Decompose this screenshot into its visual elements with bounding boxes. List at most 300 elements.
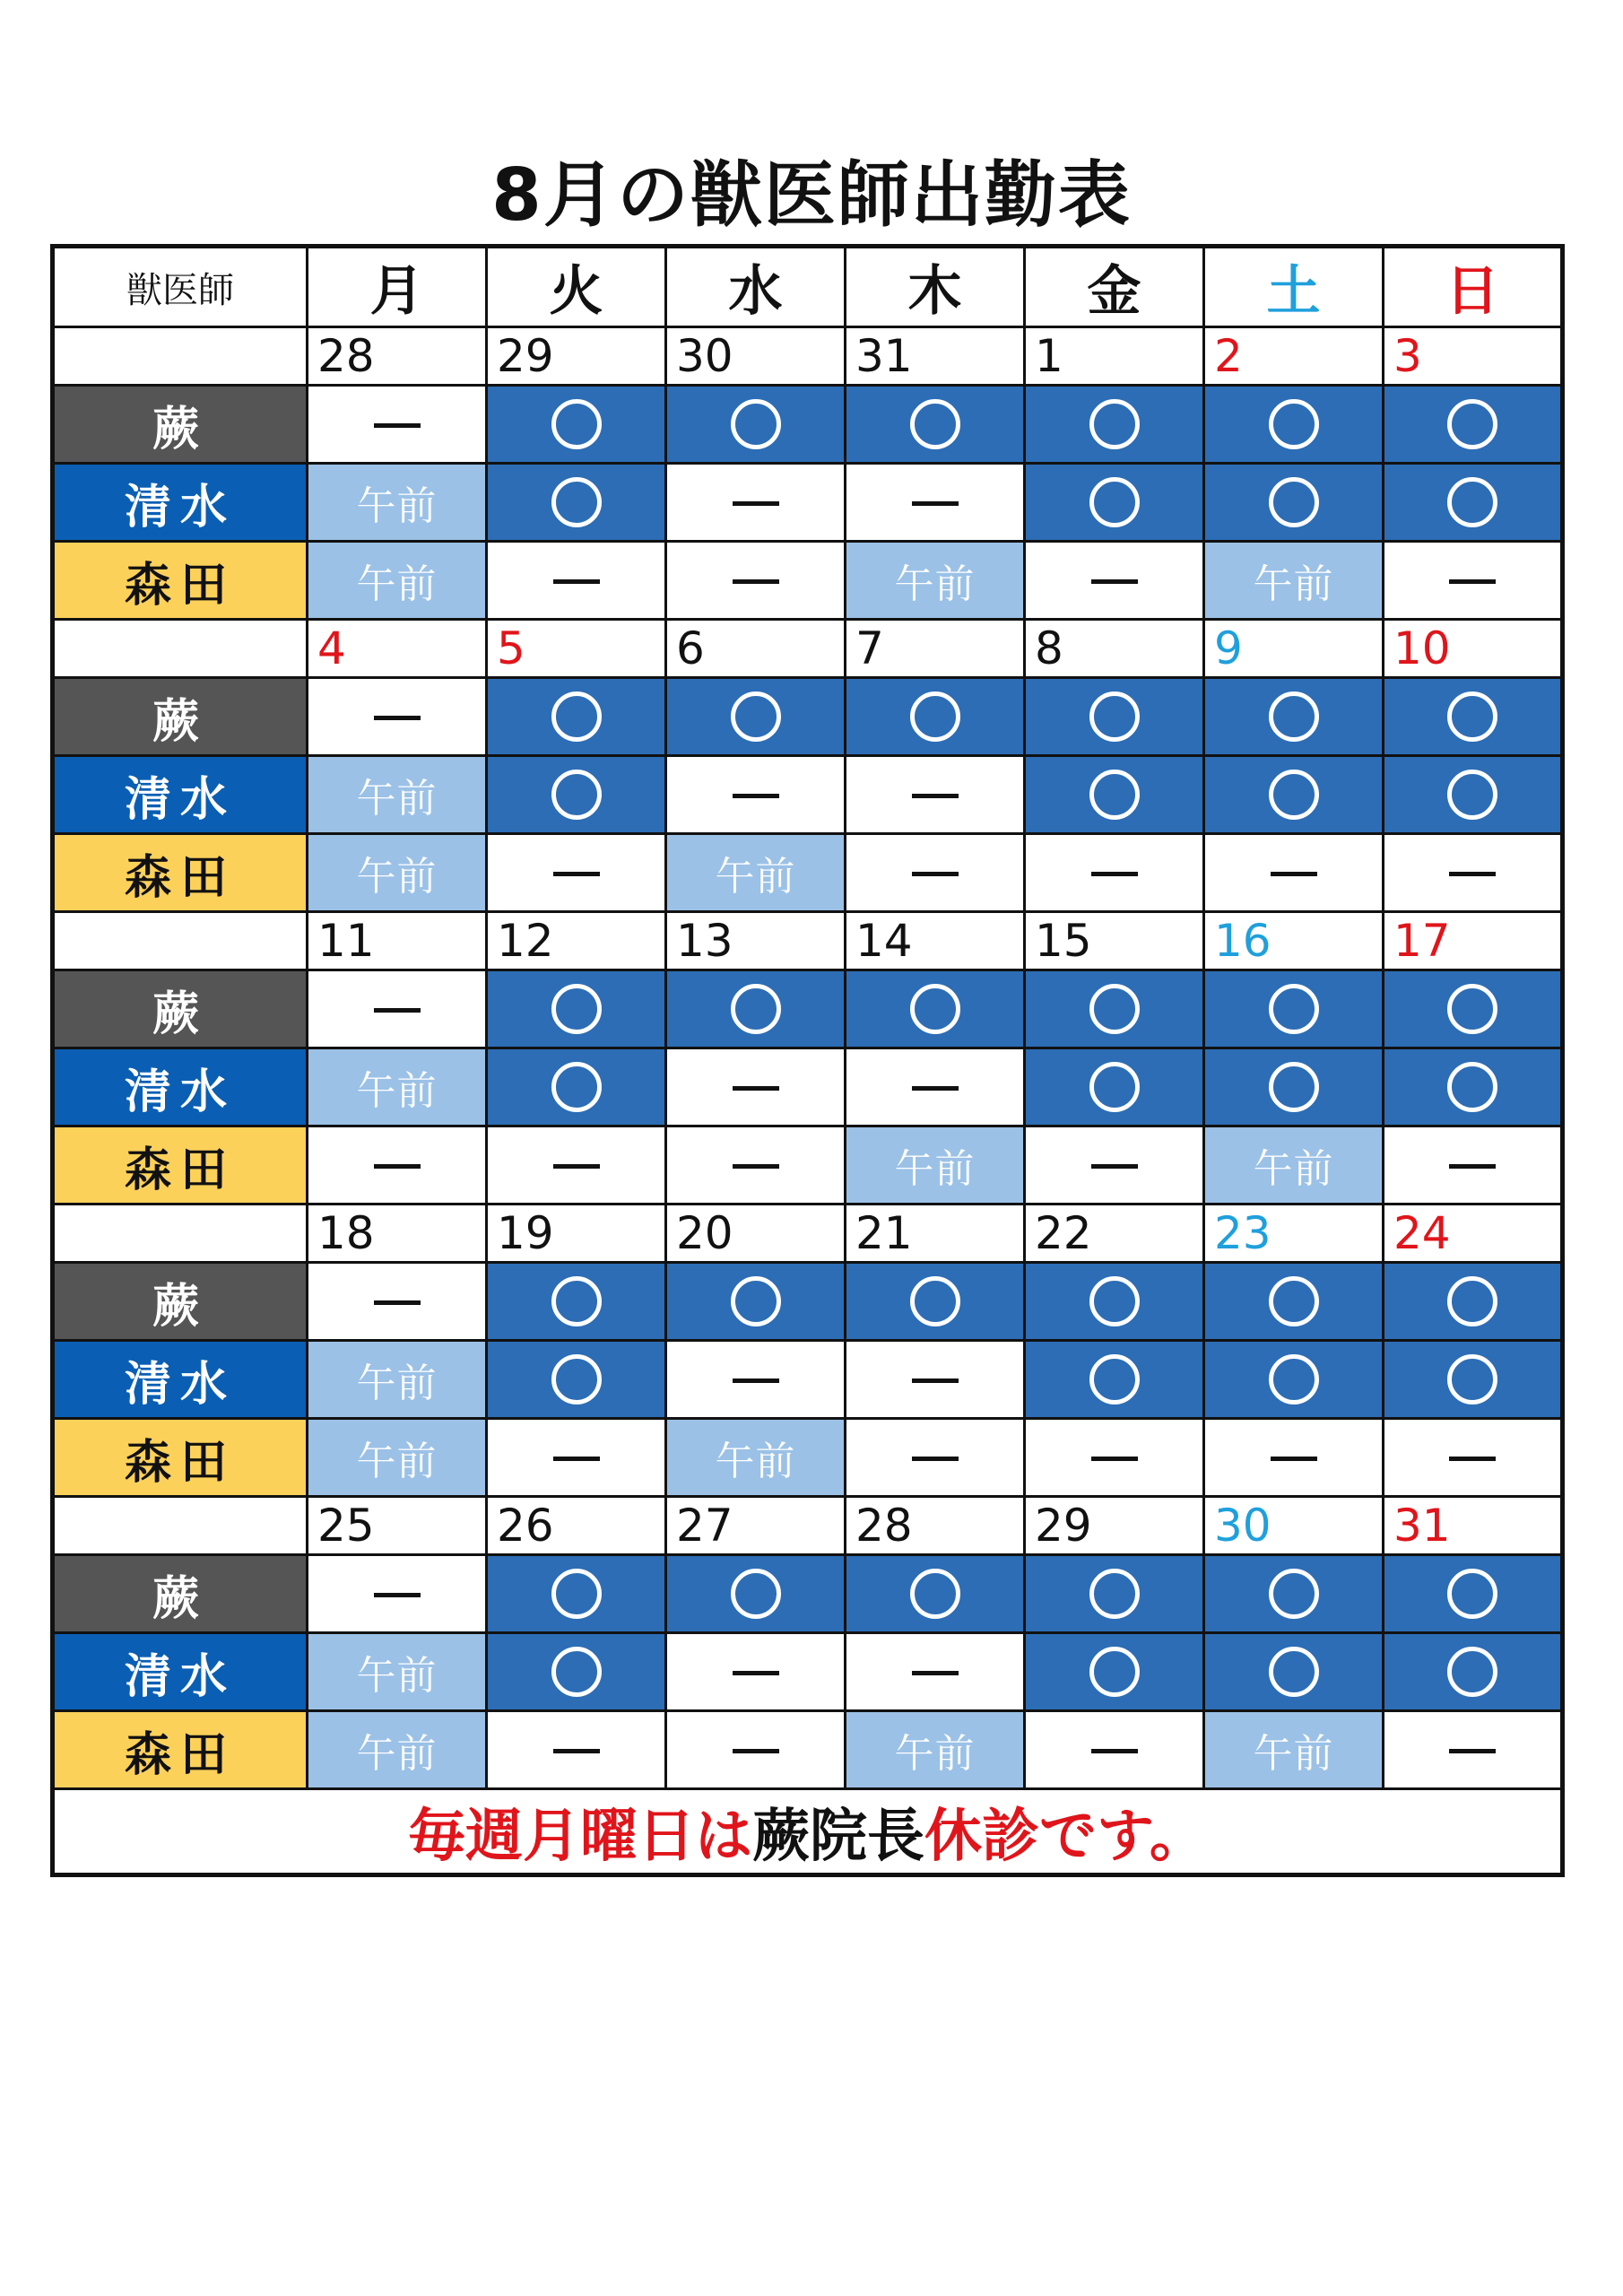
shift-cell [1384, 542, 1563, 620]
vet-row-morita [53, 542, 1563, 620]
shift-cell [1204, 970, 1384, 1048]
shift-cell [1025, 1126, 1204, 1205]
date-cell: 28 [846, 1497, 1025, 1555]
circle-icon [551, 691, 602, 742]
morning-only-label: 午前 [356, 483, 438, 529]
weekday-header: 火 [487, 247, 666, 327]
shift-cell [1025, 1048, 1204, 1126]
shift-cell [1384, 1633, 1563, 1711]
shift-cell [1025, 1419, 1204, 1497]
date-cell: 19 [487, 1205, 666, 1263]
date-cell: 23 [1204, 1205, 1384, 1263]
vet-row-morita [53, 834, 1563, 912]
shift-cell [1025, 756, 1204, 834]
date-cell: 22 [1025, 1205, 1204, 1263]
vet-name: 蕨 [53, 1555, 308, 1633]
dash-icon [1449, 872, 1496, 876]
shift-cell [666, 970, 846, 1048]
dash-icon [374, 716, 421, 720]
notice-segment: 休診です。 [924, 1804, 1207, 1870]
date-cell: 12 [487, 912, 666, 970]
date-cell: 10 [1384, 620, 1563, 678]
dash-icon [733, 1086, 779, 1091]
date-cell: 25 [308, 1497, 487, 1555]
dash-icon [1091, 1749, 1138, 1753]
page-title: 8月の獣医師出勤表 [491, 153, 1132, 237]
date-cell: 8 [1025, 620, 1204, 678]
shift-cell [1025, 1633, 1204, 1711]
shift-cell [308, 542, 487, 620]
shift-cell [1025, 1341, 1204, 1419]
shift-cell [487, 464, 666, 542]
circle-icon [1089, 1276, 1140, 1326]
circle-icon [1089, 691, 1140, 742]
shift-cell [487, 542, 666, 620]
shift-cell [846, 1048, 1025, 1126]
date-cell: 2 [1204, 327, 1384, 386]
dash-icon [374, 1300, 421, 1305]
shift-cell [846, 678, 1025, 756]
shift-cell [1025, 678, 1204, 756]
shift-cell [1384, 1711, 1563, 1789]
date-row [53, 1497, 1563, 1555]
morning-only-label: 午前 [894, 561, 976, 607]
shift-cell [308, 1263, 487, 1341]
shift-cell [1204, 386, 1384, 464]
circle-icon [1447, 770, 1497, 820]
date-row-spacer [53, 1497, 308, 1555]
circle-icon [551, 477, 602, 527]
date-cell: 20 [666, 1205, 846, 1263]
shift-cell [308, 756, 487, 834]
dash-icon [553, 872, 600, 876]
shift-cell [1384, 386, 1563, 464]
circle-icon [551, 1276, 602, 1326]
morning-only-label: 午前 [356, 1361, 438, 1406]
date-row [53, 327, 1563, 386]
date-cell: 6 [666, 620, 846, 678]
dash-icon [1449, 1749, 1496, 1753]
shift-cell [1204, 464, 1384, 542]
dash-icon [1449, 1164, 1496, 1169]
date-row [53, 620, 1563, 678]
weekday-header: 水 [666, 247, 846, 327]
vet-name: 清水 [53, 756, 308, 834]
shift-cell [846, 1419, 1025, 1497]
circle-icon [1447, 1276, 1497, 1326]
circle-icon [1269, 691, 1319, 742]
shift-cell [308, 464, 487, 542]
vet-name: 森田 [53, 1126, 308, 1205]
dash-icon [1091, 1164, 1138, 1169]
shift-cell [487, 1048, 666, 1126]
shift-cell [1384, 1419, 1563, 1497]
circle-icon [910, 1276, 960, 1326]
shift-cell [666, 1048, 846, 1126]
shift-cell [846, 756, 1025, 834]
shift-cell [1384, 756, 1563, 834]
shift-cell [666, 1633, 846, 1711]
dash-icon [553, 579, 600, 584]
shift-cell [846, 970, 1025, 1048]
date-cell: 31 [846, 327, 1025, 386]
circle-icon [551, 1647, 602, 1697]
vet-row-morita [53, 1419, 1563, 1497]
shift-cell [487, 1633, 666, 1711]
vet-name: 清水 [53, 1341, 308, 1419]
morning-only-label: 午前 [894, 1146, 976, 1192]
circle-icon [1269, 477, 1319, 527]
circle-icon [910, 691, 960, 742]
vet-name: 森田 [53, 542, 308, 620]
date-cell: 15 [1025, 912, 1204, 970]
morning-only-label: 午前 [715, 1439, 796, 1484]
shift-cell [487, 1711, 666, 1789]
vet-row-warabi [53, 678, 1563, 756]
dash-icon [912, 794, 959, 798]
circle-icon [731, 1569, 781, 1619]
date-cell: 30 [666, 327, 846, 386]
circle-icon [1447, 399, 1497, 449]
shift-cell [846, 1633, 1025, 1711]
vet-name: 蕨 [53, 970, 308, 1048]
footer-row [53, 1789, 1563, 1875]
date-cell: 1 [1025, 327, 1204, 386]
morning-only-label: 午前 [356, 1731, 438, 1777]
circle-icon [1089, 1354, 1140, 1405]
vet-row-morita [53, 1126, 1563, 1205]
weekday-header: 土 [1204, 247, 1384, 327]
shift-cell [308, 1419, 487, 1497]
shift-cell [1384, 970, 1563, 1048]
date-cell: 9 [1204, 620, 1384, 678]
vet-name: 蕨 [53, 678, 308, 756]
date-cell: 30 [1204, 1497, 1384, 1555]
shift-cell [308, 970, 487, 1048]
circle-icon [1447, 984, 1497, 1034]
circle-icon [1269, 1062, 1319, 1112]
shift-cell [1204, 1263, 1384, 1341]
vet-row-shimizu [53, 1341, 1563, 1419]
circle-icon [910, 984, 960, 1034]
date-row-spacer [53, 912, 308, 970]
dash-icon [912, 1378, 959, 1383]
shift-cell [1025, 970, 1204, 1048]
vet-name: 清水 [53, 1048, 308, 1126]
circle-icon [551, 984, 602, 1034]
vet-name: 森田 [53, 1711, 308, 1789]
shift-cell [487, 1419, 666, 1497]
notice-segment: 蕨院長 [752, 1804, 925, 1870]
circle-icon [1269, 1354, 1319, 1405]
circle-icon [1447, 691, 1497, 742]
morning-only-label: 午前 [894, 1731, 976, 1777]
dash-icon [733, 579, 779, 584]
circle-icon [1269, 1647, 1319, 1697]
shift-cell [666, 542, 846, 620]
dash-icon [1271, 1457, 1317, 1461]
dash-icon [553, 1164, 600, 1169]
circle-icon [910, 1569, 960, 1619]
date-cell: 29 [1025, 1497, 1204, 1555]
morning-only-label: 午前 [1253, 1146, 1334, 1192]
table-body [53, 247, 1563, 1875]
weekday-header: 金 [1025, 247, 1204, 327]
morning-only-label: 午前 [1253, 561, 1334, 607]
shift-cell [1204, 678, 1384, 756]
shift-cell [1384, 678, 1563, 756]
shift-cell [308, 1126, 487, 1205]
vet-row-shimizu [53, 1633, 1563, 1711]
circle-icon [731, 691, 781, 742]
vet-name: 蕨 [53, 1263, 308, 1341]
shift-cell [1384, 464, 1563, 542]
date-cell: 21 [846, 1205, 1025, 1263]
shift-cell [1025, 542, 1204, 620]
date-cell: 17 [1384, 912, 1563, 970]
dash-icon [374, 1008, 421, 1013]
date-cell: 31 [1384, 1497, 1563, 1555]
shift-cell [308, 678, 487, 756]
vet-name: 森田 [53, 1419, 308, 1497]
shift-cell [308, 1711, 487, 1789]
dash-icon [374, 423, 421, 428]
date-cell: 3 [1384, 327, 1563, 386]
shift-cell [666, 1555, 846, 1633]
shift-cell [666, 464, 846, 542]
shift-cell [308, 1048, 487, 1126]
vet-name: 清水 [53, 1633, 308, 1711]
shift-cell [666, 1126, 846, 1205]
shift-cell [1204, 1126, 1384, 1205]
dash-icon [733, 794, 779, 798]
dash-icon [1091, 579, 1138, 584]
dash-icon [733, 501, 779, 506]
shift-cell [846, 386, 1025, 464]
dash-icon [912, 501, 959, 506]
dash-icon [733, 1378, 779, 1383]
shift-cell [487, 1263, 666, 1341]
vet-row-shimizu [53, 1048, 1563, 1126]
shift-cell [1204, 1555, 1384, 1633]
shift-cell [1384, 1341, 1563, 1419]
weekday-header: 月 [308, 247, 487, 327]
circle-icon [1447, 477, 1497, 527]
attendance-table [50, 244, 1565, 1877]
date-cell: 27 [666, 1497, 846, 1555]
shift-cell [1025, 1555, 1204, 1633]
shift-cell [666, 1341, 846, 1419]
shift-cell [666, 1263, 846, 1341]
shift-cell [308, 386, 487, 464]
date-cell: 28 [308, 327, 487, 386]
shift-cell [846, 1341, 1025, 1419]
shift-cell [666, 1711, 846, 1789]
dash-icon [733, 1164, 779, 1169]
shift-cell [1204, 1341, 1384, 1419]
circle-icon [731, 1276, 781, 1326]
date-cell: 11 [308, 912, 487, 970]
morning-only-label: 午前 [356, 1068, 438, 1114]
weekday-header: 日 [1384, 247, 1563, 327]
circle-icon [1269, 770, 1319, 820]
vet-row-shimizu [53, 464, 1563, 542]
circle-icon [1089, 984, 1140, 1034]
circle-icon [910, 399, 960, 449]
shift-cell [1025, 1711, 1204, 1789]
circle-icon [551, 399, 602, 449]
circle-icon [1269, 1276, 1319, 1326]
shift-cell [666, 678, 846, 756]
dash-icon [1091, 1457, 1138, 1461]
shift-cell [1384, 1555, 1563, 1633]
circle-icon [1269, 1569, 1319, 1619]
circle-icon [1089, 399, 1140, 449]
shift-cell [1204, 1633, 1384, 1711]
morning-only-label: 午前 [356, 561, 438, 607]
shift-cell [666, 834, 846, 912]
shift-cell [1204, 1419, 1384, 1497]
shift-cell [308, 1341, 487, 1419]
shift-cell [1204, 1711, 1384, 1789]
shift-cell [487, 678, 666, 756]
shift-cell [1384, 834, 1563, 912]
shift-cell [846, 1555, 1025, 1633]
morning-only-label: 午前 [715, 854, 796, 900]
vet-row-morita [53, 1711, 1563, 1789]
circle-icon [1269, 984, 1319, 1034]
date-cell: 7 [846, 620, 1025, 678]
circle-icon [1447, 1354, 1497, 1405]
dash-icon [374, 1593, 421, 1597]
vet-name: 清水 [53, 464, 308, 542]
circle-icon [551, 1354, 602, 1405]
date-cell: 29 [487, 327, 666, 386]
shift-cell [1025, 386, 1204, 464]
shift-cell [1025, 834, 1204, 912]
morning-only-label: 午前 [356, 1653, 438, 1699]
morning-only-label: 午前 [356, 1439, 438, 1484]
dash-icon [553, 1457, 600, 1461]
circle-icon [1447, 1569, 1497, 1619]
circle-icon [551, 1062, 602, 1112]
date-row-spacer [53, 1205, 308, 1263]
dash-icon [733, 1671, 779, 1675]
shift-cell [846, 834, 1025, 912]
shift-cell [308, 1633, 487, 1711]
vet-column-header: 獣医師 [53, 247, 308, 327]
vet-name: 蕨 [53, 386, 308, 464]
circle-icon [1447, 1647, 1497, 1697]
dash-icon [912, 872, 959, 876]
shift-cell [487, 970, 666, 1048]
shift-cell [666, 386, 846, 464]
dash-icon [912, 1457, 959, 1461]
date-cell: 14 [846, 912, 1025, 970]
vet-row-warabi [53, 1555, 1563, 1633]
shift-cell [1384, 1263, 1563, 1341]
circle-icon [731, 984, 781, 1034]
circle-icon [1089, 1062, 1140, 1112]
dash-icon [1091, 872, 1138, 876]
shift-cell [846, 1263, 1025, 1341]
shift-cell [308, 1555, 487, 1633]
date-cell: 5 [487, 620, 666, 678]
shift-cell [487, 386, 666, 464]
shift-cell [487, 1126, 666, 1205]
circle-icon [1089, 770, 1140, 820]
date-cell: 13 [666, 912, 846, 970]
shift-cell [846, 1126, 1025, 1205]
shift-cell [1204, 1048, 1384, 1126]
shift-cell [1204, 542, 1384, 620]
circle-icon [1089, 1569, 1140, 1619]
date-cell: 16 [1204, 912, 1384, 970]
date-row-spacer [53, 327, 308, 386]
circle-icon [1089, 1647, 1140, 1697]
date-row-spacer [53, 620, 308, 678]
circle-icon [551, 1569, 602, 1619]
date-cell: 18 [308, 1205, 487, 1263]
shift-cell [1384, 1126, 1563, 1205]
shift-cell [1204, 834, 1384, 912]
circle-icon [1447, 1062, 1497, 1112]
shift-cell [1025, 464, 1204, 542]
vet-row-warabi [53, 386, 1563, 464]
vet-name: 森田 [53, 834, 308, 912]
dash-icon [733, 1749, 779, 1753]
vet-row-warabi [53, 1263, 1563, 1341]
vet-row-shimizu [53, 756, 1563, 834]
shift-cell [666, 1419, 846, 1497]
circle-icon [1089, 477, 1140, 527]
circle-icon [731, 399, 781, 449]
dash-icon [1271, 872, 1317, 876]
vet-row-warabi [53, 970, 1563, 1048]
dash-icon [374, 1164, 421, 1169]
date-cell: 26 [487, 1497, 666, 1555]
dash-icon [912, 1671, 959, 1675]
date-row [53, 912, 1563, 970]
date-cell: 4 [308, 620, 487, 678]
shift-cell [487, 834, 666, 912]
morning-only-label: 午前 [356, 854, 438, 900]
weekday-header: 木 [846, 247, 1025, 327]
shift-cell [846, 542, 1025, 620]
notice-segment: 毎週月曜日は [408, 1804, 753, 1870]
dash-icon [912, 1086, 959, 1091]
shift-cell [1204, 756, 1384, 834]
weekday-header-row [53, 247, 1563, 327]
shift-cell [1384, 1048, 1563, 1126]
shift-cell [1025, 1263, 1204, 1341]
shift-cell [846, 464, 1025, 542]
date-cell: 24 [1384, 1205, 1563, 1263]
closure-notice [53, 1789, 1563, 1875]
shift-cell [846, 1711, 1025, 1789]
morning-only-label: 午前 [356, 776, 438, 822]
shift-cell [666, 756, 846, 834]
shift-cell [487, 756, 666, 834]
dash-icon [1449, 1457, 1496, 1461]
date-row [53, 1205, 1563, 1263]
dash-icon [1449, 579, 1496, 584]
dash-icon [553, 1749, 600, 1753]
shift-cell [487, 1341, 666, 1419]
shift-cell [308, 834, 487, 912]
shift-cell [487, 1555, 666, 1633]
morning-only-label: 午前 [1253, 1731, 1334, 1777]
